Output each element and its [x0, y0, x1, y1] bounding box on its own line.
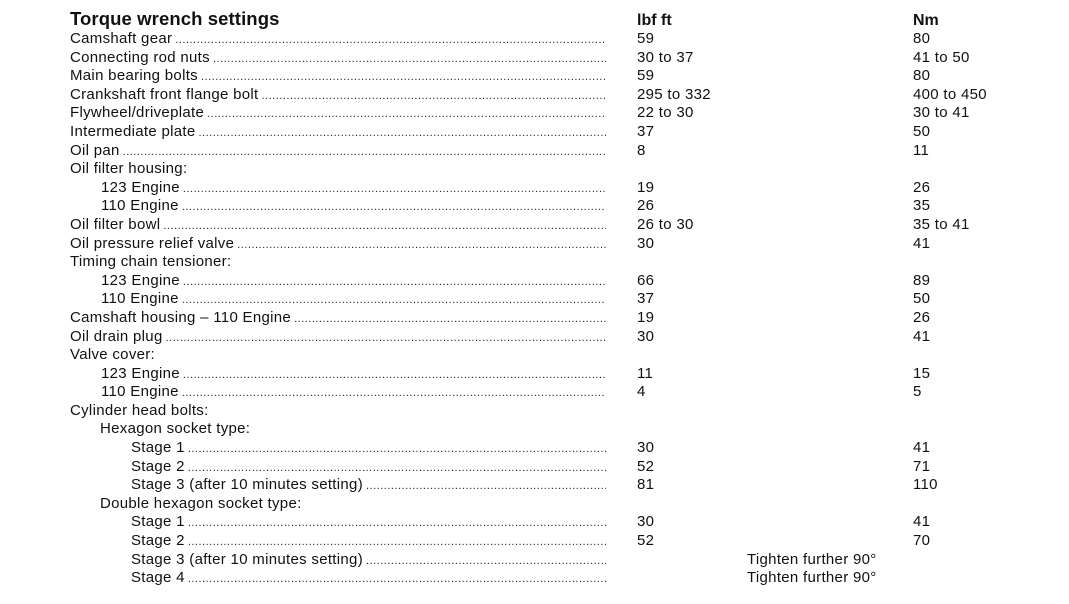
lbf-value: 8: [637, 141, 646, 159]
row-label: 123 Engine: [101, 178, 180, 196]
table-row: [70, 197, 1069, 216]
column-header-nm: Nm: [913, 12, 939, 29]
lbf-value: 59: [637, 67, 655, 85]
row-label: Camshaft housing – 110 Engine: [70, 308, 292, 326]
lbf-value: 30: [637, 327, 655, 345]
table-row: [70, 309, 1069, 328]
table-row: [70, 235, 1069, 254]
table-row: [70, 513, 1069, 532]
row-label: Oil drain plug: [70, 327, 163, 345]
table-row: [70, 272, 1069, 291]
nm-value: 41: [913, 327, 931, 345]
row-label: Oil pan: [70, 141, 120, 159]
lbf-value: 30: [637, 234, 655, 252]
lbf-value: 22 to 30: [637, 104, 694, 122]
row-label: Stage 4: [131, 569, 185, 587]
group-label: Cylinder head bolts:: [70, 401, 209, 419]
lbf-value: 30: [637, 513, 655, 531]
nm-value: 50: [913, 290, 931, 308]
lbf-value: 11: [637, 364, 654, 382]
page-title: Torque wrench settings: [70, 8, 280, 29]
table-row: [70, 104, 1069, 123]
table-row: [70, 123, 1069, 142]
nm-value: 41: [913, 439, 931, 457]
table-row: [70, 142, 1069, 161]
row-label: Oil pressure relief valve: [70, 234, 235, 252]
row-label: Stage 1: [131, 513, 185, 531]
tighten-note: Tighten further 90°: [747, 550, 877, 568]
table-row: [70, 86, 1069, 105]
row-label: 110 Engine: [101, 290, 179, 308]
table-row: [70, 365, 1069, 384]
row-label: Stage 1: [131, 439, 185, 457]
table-subgroup-heading: [70, 495, 1069, 514]
table-row: [70, 290, 1069, 309]
nm-value: 11: [913, 141, 930, 159]
table-row: [70, 328, 1069, 347]
row-label: 110 Engine: [101, 197, 179, 215]
torque-table: [70, 30, 1069, 588]
subgroup-label: Double hexagon socket type:: [100, 494, 302, 512]
group-label: Oil filter housing:: [70, 160, 188, 178]
row-label: Intermediate plate: [70, 122, 196, 140]
row-label: Stage 3 (after 10 minutes setting): [131, 550, 363, 568]
column-header-lbf-ft: lbf ft: [637, 12, 672, 29]
table-row: [70, 67, 1069, 86]
lbf-value: 295 to 332: [637, 85, 711, 103]
nm-value: 71: [913, 457, 931, 475]
row-label: 110 Engine: [101, 383, 179, 401]
nm-value: 26: [913, 308, 931, 326]
lbf-value: 37: [637, 122, 655, 140]
subgroup-label: Hexagon socket type:: [100, 420, 251, 438]
row-label: 123 Engine: [101, 364, 180, 382]
nm-value: 5: [913, 383, 922, 401]
table-row: [70, 383, 1069, 402]
group-label: Valve cover:: [70, 346, 156, 364]
table-group-heading: [70, 253, 1069, 272]
row-label: Connecting rod nuts: [70, 48, 210, 66]
table-row: [70, 569, 1069, 588]
row-label: Crankshaft front flange bolt: [70, 85, 259, 103]
nm-value: 41: [913, 234, 931, 252]
row-label: Stage 3 (after 10 minutes setting): [131, 476, 363, 494]
nm-value: 80: [913, 30, 931, 47]
row-label: Flywheel/driveplate: [70, 104, 205, 122]
row-label: Stage 2: [131, 457, 185, 475]
nm-value: 89: [913, 271, 931, 289]
lbf-value: 30: [637, 439, 655, 457]
nm-value: 80: [913, 67, 931, 85]
table-row: [70, 179, 1069, 198]
nm-value: 400 to 450: [913, 85, 987, 103]
nm-value: 110: [913, 476, 938, 494]
lbf-value: 30 to 37: [637, 48, 694, 66]
lbf-value: 52: [637, 457, 655, 475]
nm-value: 35 to 41: [913, 215, 970, 233]
lbf-value: 26: [637, 197, 655, 215]
nm-value: 15: [913, 364, 931, 382]
nm-value: 41 to 50: [913, 48, 970, 66]
row-label: Main bearing bolts: [70, 67, 198, 85]
lbf-value: 66: [637, 271, 655, 289]
table-row: [70, 30, 1069, 49]
row-label: Oil filter bowl: [70, 215, 161, 233]
lbf-value: 19: [637, 308, 655, 326]
table-subgroup-heading: [70, 420, 1069, 439]
table-row: [70, 532, 1069, 551]
nm-value: 70: [913, 532, 931, 550]
table-row: [70, 458, 1069, 477]
row-label: 123 Engine: [101, 271, 180, 289]
table-row: [70, 551, 1069, 570]
nm-value: 30 to 41: [913, 104, 970, 122]
lbf-value: 4: [637, 383, 646, 401]
lbf-value: 52: [637, 532, 655, 550]
lbf-value: 19: [637, 178, 655, 196]
table-group-heading: [70, 160, 1069, 179]
lbf-value: 81: [637, 476, 655, 494]
table-row: [70, 439, 1069, 458]
lbf-value: 26 to 30: [637, 215, 694, 233]
row-label: Stage 2: [131, 532, 185, 550]
group-label: Timing chain tensioner:: [70, 253, 232, 271]
lbf-value: 37: [637, 290, 655, 308]
table-row: [70, 476, 1069, 495]
table-group-heading: [70, 402, 1069, 421]
table-row: [70, 216, 1069, 235]
lbf-value: 59: [637, 30, 655, 47]
row-label: Camshaft gear: [70, 30, 173, 47]
nm-value: 26: [913, 178, 931, 196]
table-group-heading: [70, 346, 1069, 365]
table-row: [70, 49, 1069, 68]
nm-value: 35: [913, 197, 931, 215]
nm-value: 50: [913, 122, 931, 140]
tighten-note: Tighten further 90°: [747, 569, 877, 587]
nm-value: 41: [913, 513, 931, 531]
